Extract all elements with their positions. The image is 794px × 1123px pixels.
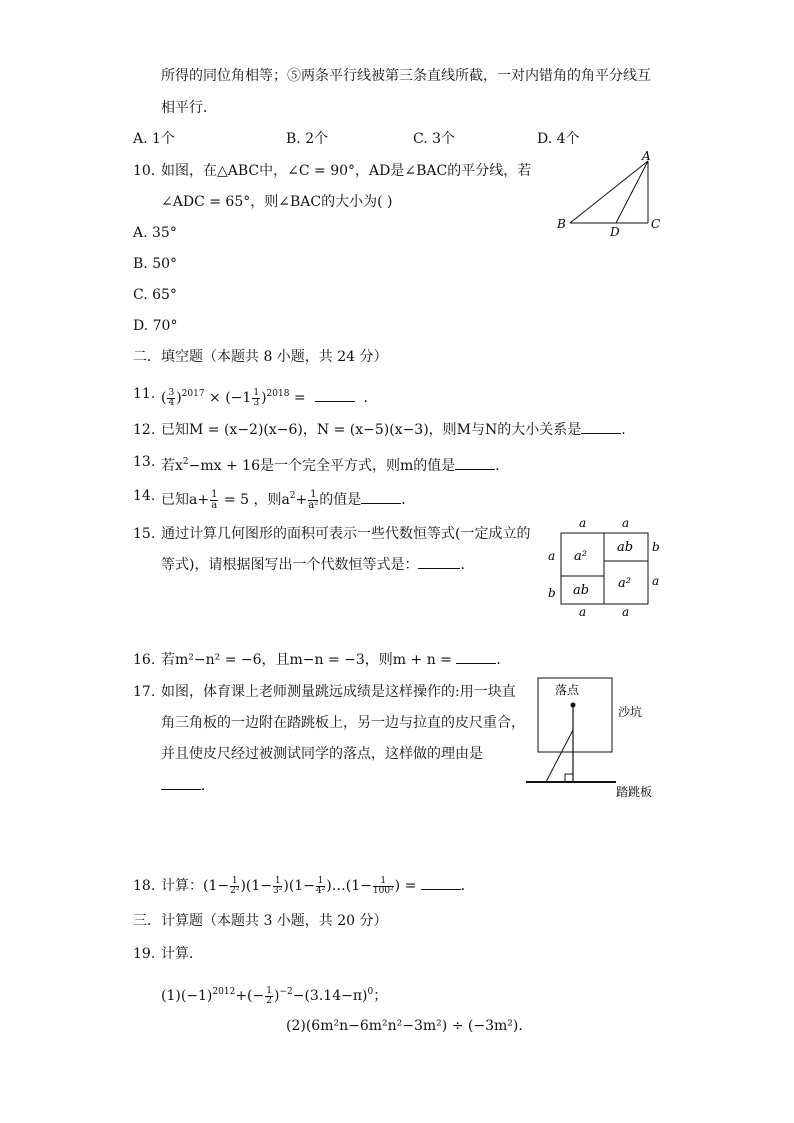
q19-p1-minus: −(3.14−π) — [292, 988, 368, 1004]
q14-number: 14. — [133, 488, 156, 504]
q11-expression: ( $\frac{3}{4}$ )$^{2017}$ × (−1 $\frac{1}{3}$ )$^{2018}$ = ． — [161, 387, 378, 408]
q18-term-1-open: (1− — [203, 878, 230, 894]
q18-number: 18. — [133, 878, 156, 894]
q15-stem-line1: 通过计算几何图形的面积可表示一些代数恒等式(一定成立的 — [161, 526, 531, 542]
q15-cell-ab-1: ab — [617, 540, 634, 555]
q18-term-2-close: ) — [283, 878, 289, 894]
q15-top-a2: a — [622, 516, 630, 530]
section-3-heading: 三．计算题（本题共 3 小题，共 20 分） — [133, 913, 388, 929]
q19-p1-plus: +(− — [235, 988, 265, 1004]
q14-plus: + — [295, 492, 308, 508]
q9-option-c: C. 3个 — [413, 131, 456, 147]
q14-fraction-1-num: 1 — [211, 488, 218, 500]
q19-part-1 — [161, 982, 387, 1006]
q12-answer-blank[interactable] — [581, 433, 621, 434]
q10-option-b: B. 50° — [133, 256, 178, 272]
q19-part-2: (2)(6m²n−6m²n²−3m²) ÷ (−3m²). — [286, 1018, 523, 1034]
q17-period: ． — [201, 778, 215, 794]
q13-number: 13. — [133, 454, 156, 470]
q18-pre: 计算： — [161, 878, 203, 894]
q10-label-a: A — [642, 149, 651, 163]
q15-number: 15. — [133, 526, 156, 542]
q14-answer-blank[interactable] — [361, 503, 401, 504]
q15-bottom-a2: a — [622, 605, 630, 619]
q9-option-d: D. 4个 — [537, 131, 580, 147]
q18-term-1 — [203, 875, 246, 896]
q13-stem — [161, 452, 509, 476]
q19-p1-exp2: −2 — [279, 987, 293, 997]
q19-p1-base: (1)(−1) — [161, 988, 213, 1004]
q15-cell-ab-2: ab — [573, 583, 590, 598]
q9-continuation-line2: 相平行． — [161, 100, 217, 116]
q11-number: 11. — [133, 386, 156, 402]
q15-left-b: b — [548, 586, 556, 600]
q10-label-c: C — [651, 217, 661, 231]
q15-cell-a-squared-2: a² — [618, 576, 631, 591]
q18-equals: = — [400, 878, 417, 894]
q13-pre: 若x — [161, 458, 183, 474]
q15-right-b: b — [652, 540, 660, 554]
q17-stem-line1: 如图，体育课上老师测量跳远成绩是这样操作的:用一块直 — [161, 684, 516, 700]
q19-p1-close: ) — [273, 988, 280, 1004]
q18-term-4-close: ) — [394, 878, 401, 894]
q13-period: ． — [495, 458, 510, 474]
q11-exponent-1: 2017 — [181, 389, 205, 399]
q18-stem — [161, 876, 475, 896]
q10-triangle-figure — [550, 148, 670, 240]
q14-mid: = 5 ，则a — [219, 492, 290, 508]
q17-sandpit-label: 沙坑 — [618, 705, 643, 719]
q14-stem — [161, 486, 415, 511]
q15-top-a1: a — [579, 516, 587, 530]
q10-option-d: D. 70° — [133, 318, 178, 334]
q14-fraction-1-den: a — [211, 499, 218, 511]
q9-option-b: B. 2个 — [286, 131, 329, 147]
q18-term-3-close: ) — [326, 878, 332, 894]
q15-line2-text: 等式)，请根据图写出一个代数恒等式是： — [161, 557, 419, 573]
q16-answer-blank[interactable] — [456, 663, 496, 664]
q18-term-3-open: (1− — [288, 878, 315, 894]
q18-term-1-fraction — [230, 877, 239, 896]
q12-number: 12. — [133, 422, 156, 438]
q17-long-jump-figure — [520, 672, 670, 802]
q17-answer-blank[interactable] — [161, 789, 201, 790]
q18-term-1-close: ) — [240, 878, 246, 894]
q11-fraction — [167, 389, 175, 408]
q17-board-label: 踏跳板 — [616, 785, 653, 799]
q18-term-3-fraction — [316, 877, 325, 896]
q14-pre: 已知a+ — [161, 492, 210, 508]
q11-mixed-fraction — [252, 389, 260, 408]
q15-period: ． — [460, 557, 475, 573]
q17-landing-label: 落点 — [555, 683, 580, 697]
q11-fraction-numerator: 3 — [168, 387, 175, 398]
q16-period: ． — [496, 652, 511, 668]
q14-fraction-1 — [210, 490, 218, 511]
q18-term-3 — [288, 875, 332, 896]
q17-number: 17. — [133, 684, 156, 700]
q16-number: 16. — [133, 652, 156, 668]
q18-term-4-fraction — [373, 877, 394, 896]
q15-cell-a-squared-1: a² — [574, 549, 587, 564]
q15-left-a: a — [548, 549, 556, 563]
q10-label-b: B — [557, 217, 566, 231]
q19-p1-num: 1 — [266, 985, 272, 996]
q18-term-4-num: 1 — [373, 877, 394, 887]
q18-answer-blank[interactable] — [421, 889, 461, 890]
q10-stem-line2: ∠ADC = 65°，则∠BAC的大小为( ) — [161, 194, 393, 210]
q11-exponent-2: 2018 — [266, 389, 290, 399]
q10-label-d: D — [610, 225, 620, 239]
q18-term-2-den: 3² — [273, 885, 283, 896]
q19-p1-exp3: 0 — [367, 987, 374, 997]
q10-number: 10. — [133, 163, 156, 179]
q14-fraction-2-den: a² — [308, 499, 319, 511]
q11-answer-blank[interactable] — [315, 401, 355, 402]
q17-stem-line2: 角三角板的一边附在踏跳板上，另一边与拉直的皮尺重合， — [161, 715, 525, 731]
q12-stem — [161, 420, 635, 440]
q18-term-2-num: 1 — [274, 875, 281, 886]
q12-period: ． — [621, 422, 636, 438]
q9-option-a: A. 1个 — [133, 131, 175, 147]
q18-term-1-num: 1 — [231, 875, 238, 886]
q11-period: ． — [363, 390, 378, 406]
q15-bottom-a1: a — [579, 605, 587, 619]
q18-term-3-num: 1 — [317, 875, 324, 886]
q19-p1-exp: 2012 — [212, 987, 236, 997]
q11-mixed-numerator: 1 — [253, 387, 260, 398]
q18-term-4-den: 100² — [372, 885, 394, 896]
q15-right-a: a — [652, 574, 660, 588]
q9-continuation-line1: 所得的同位角相等；⑤两条平行线被第三条直线所截，一对内错角的角平分线互 — [161, 68, 651, 84]
q18-term-1-den: 2² — [230, 885, 240, 896]
q14-fraction-2 — [308, 490, 318, 511]
q16-stem — [161, 650, 510, 670]
q15-answer-blank[interactable] — [418, 568, 460, 569]
q18-term-3-den: 4² — [315, 885, 326, 896]
q14-period: ． — [401, 492, 416, 508]
q19-p1-fraction — [265, 987, 273, 1006]
q15-stem-line2 — [161, 555, 474, 575]
q18-term-4-open: …(1− — [331, 878, 372, 894]
q10-stem-line1: 如图，在△ABC中，∠C = 90°，AD是∠BAC的平分线，若 — [161, 163, 532, 179]
q11-equals: = — [293, 390, 306, 406]
q13-square: 2 — [182, 457, 189, 467]
q14-fraction-2-num: 1 — [310, 488, 317, 500]
q14-post: 的值是 — [319, 492, 362, 508]
q18-term-2-open: (1− — [245, 878, 273, 894]
q15-area-figure — [540, 512, 670, 622]
q19-p1-den: 2 — [266, 995, 272, 1006]
q17-stem-line3: 并且使皮尺经过被测试同学的落点，这样做的理由是 — [161, 746, 483, 762]
q19-p1-end: ； — [373, 988, 388, 1004]
q18-term-2 — [245, 875, 289, 896]
q10-option-a: A. 35° — [133, 225, 177, 241]
q13-post: −mx + 16是一个完全平方式，则m的值是 — [188, 458, 456, 474]
q19-title: 计算． — [161, 946, 203, 962]
q18-period: ． — [460, 878, 475, 894]
q10-option-c: C. 65° — [133, 287, 177, 303]
section-2-heading: 二．填空题（本题共 8 小题，共 24 分） — [133, 349, 388, 365]
q11-fraction-denominator: 4 — [168, 397, 175, 408]
q11-times: × — [209, 390, 221, 406]
q14-square: 2 — [289, 491, 296, 501]
q11-mixed-denominator: 3 — [253, 397, 260, 408]
q19-number: 19. — [133, 946, 156, 962]
q18-term-4 — [331, 875, 401, 896]
q16-text: 若m²−n² = −6，且m−n = −3，则m + n = — [161, 652, 452, 668]
q12-text: 已知M = (x−2)(x−6)，N = (x−5)(x−3)，则M与N的大小关系是 — [161, 422, 582, 438]
q11-mixed-prefix: (−1 — [225, 390, 252, 406]
q13-answer-blank[interactable] — [455, 469, 495, 470]
q18-term-2-fraction — [273, 877, 282, 896]
q17-answer-line — [161, 776, 215, 796]
